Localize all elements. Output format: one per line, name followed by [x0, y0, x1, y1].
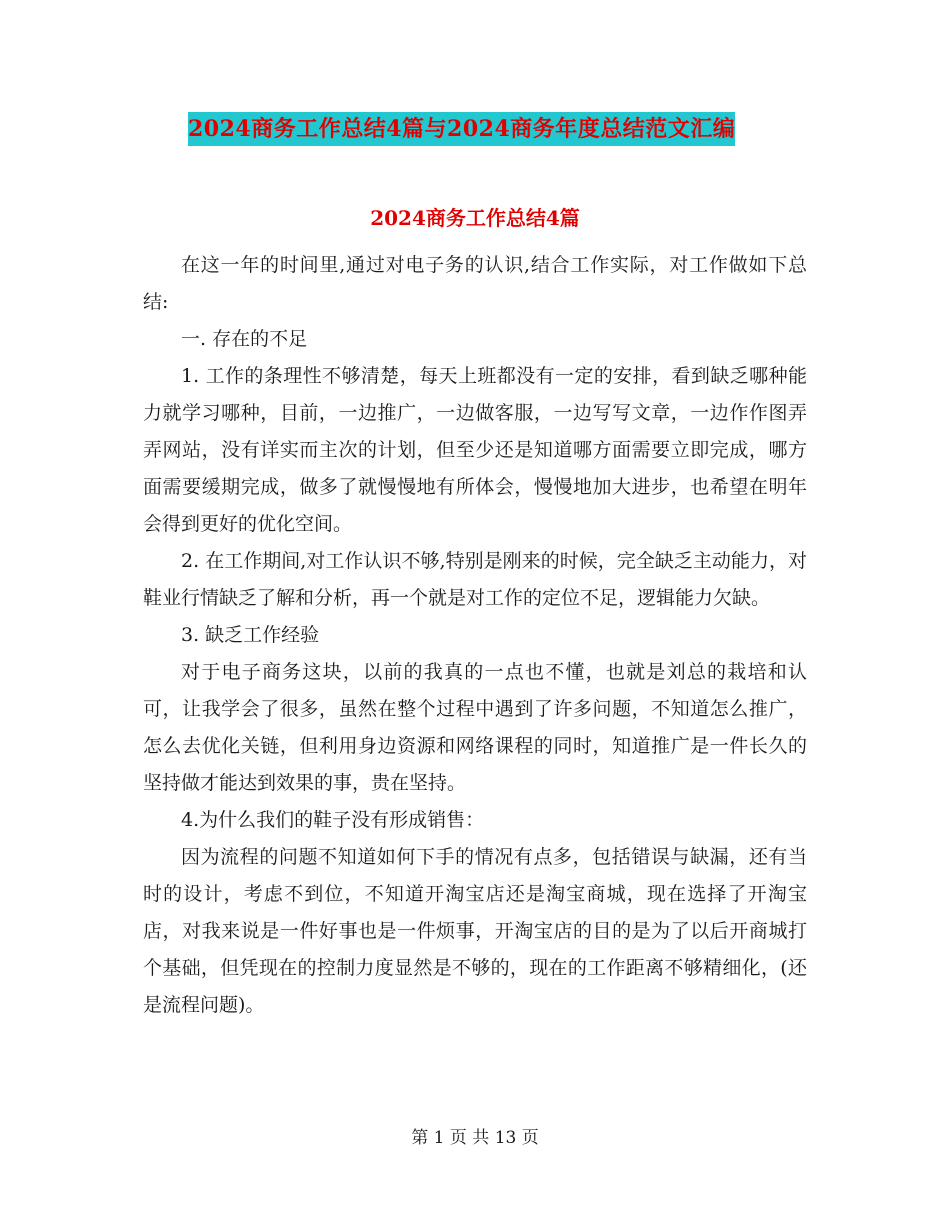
paragraph-point-4: 因为流程的问题不知道如何下手的情况有点多，包括错误与缺漏，还有当时的设计，考虑不到位，不知道开淘宝店还是淘宝商城，现在选择了开淘宝店，对我来说是一件好事也是一件烦事，开淘宝店的目的是为了以后开商城打个基础，但凭现在的控制力度显然是不够的，现在的工作距离不够精细化，(还是流程问题)。 — [143, 846, 807, 1016]
paragraph-point-3: 对于电子商务这块，以前的我真的一点也不懂，也就是刘总的栽培和认可，让我学会了很多，虽然在整个过程中遇到了许多问题，不知道怎么推广，怎么去优化关链，但利用身边资源和网络课程的同时，知道推广是一件长久的坚持做才能达到效果的事，贵在坚持。 — [143, 661, 807, 794]
section-title: 2024商务工作总结4篇 — [370, 206, 580, 230]
heading-shortcomings: 一. 存在的不足 — [181, 328, 308, 350]
paragraph-point-2: 2. 在工作期间,对工作认识不够,特别是刚来的时候，完全缺乏主动能力，对鞋业行情缺乏了解和分析，再一个就是对工作的定位不足，逻辑能力欠缺。 — [143, 550, 807, 609]
document-title: 2024商务工作总结4篇与2024商务年度总结范文汇编 — [188, 112, 735, 146]
document-body — [143, 247, 807, 1024]
paragraph-intro: 在这一年的时间里,通过对电子务的认识,结合工作实际，对工作做如下总结: — [143, 254, 807, 313]
heading-point-3: 3. 缺乏工作经验 — [181, 624, 320, 646]
paragraph-point-1: 1. 工作的条理性不够清楚，每天上班都没有一定的安排，看到缺乏哪种能力就学习哪种，目前，一边推广，一边做客服，一边写写文章，一边作作图弄弄网站，没有详实而主次的计划，但至少还是知道哪方面需要立即完成，哪方面需要缓期完成，做多了就慢慢地有所体会，慢慢地加大进步，也希望在明年会得到更好的优化空间。 — [143, 365, 807, 535]
heading-point-4: 4.为什么我们的鞋子没有形成销售： — [181, 809, 485, 831]
page-footer: 第 1 页 共 13 页 — [411, 1128, 539, 1148]
